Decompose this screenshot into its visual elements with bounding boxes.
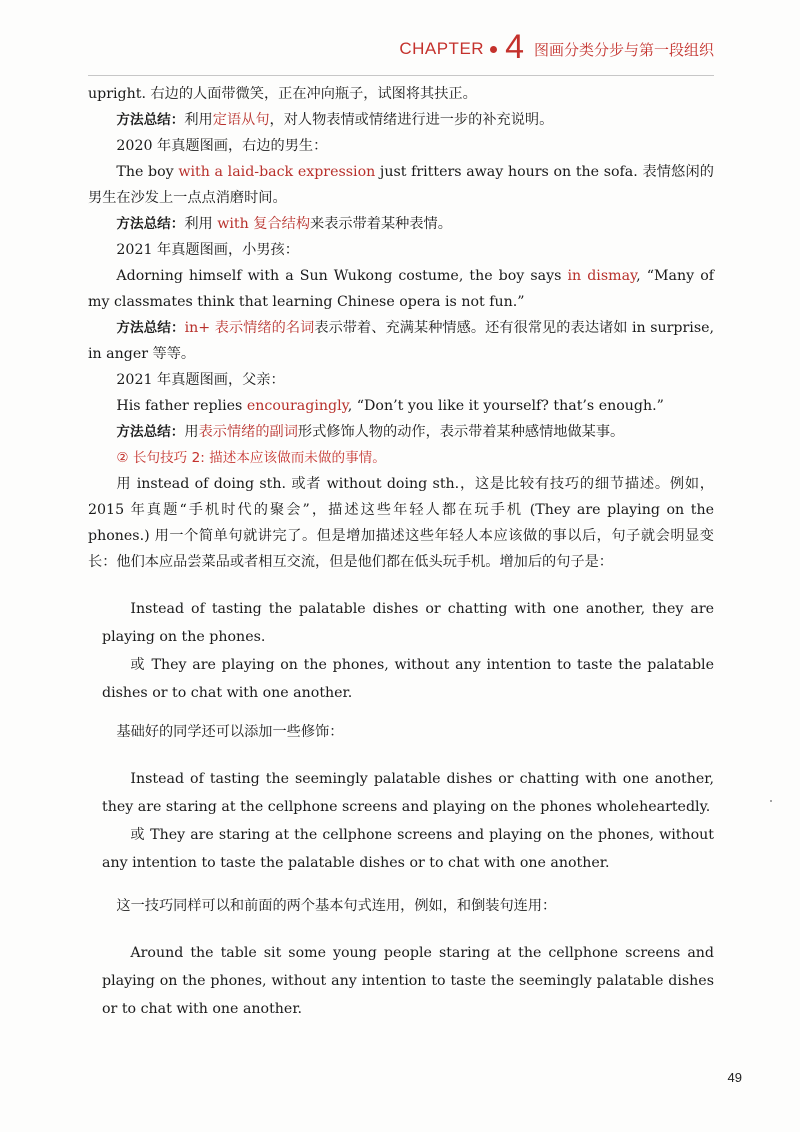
paragraph-text: Adorning himself with a Sun Wukong costume, the boy says [116, 268, 568, 284]
highlight-text: with a laid-back expression [178, 164, 376, 180]
exam-heading [88, 367, 714, 393]
example-sentence [88, 159, 714, 211]
highlight-text: in+ 表示情绪的名词 [184, 320, 315, 336]
summary-label: 方法总结： [116, 216, 185, 232]
method-summary [88, 315, 714, 367]
chapter-label: CHAPTER [399, 39, 485, 58]
paragraph-text: The boy [116, 164, 179, 180]
header-divider [88, 75, 714, 76]
example-quote [88, 939, 714, 1023]
paragraph-text: 2021 年真题图画，小男孩： [116, 242, 299, 258]
paragraph-text: 2020 年真题图画，右边的男生： [116, 138, 328, 154]
highlight-text: in dismay [567, 268, 637, 284]
paragraph-text: upright. 右边的人面带微笑，正在冲向瓶子，试图将其扶正。 [88, 86, 477, 102]
highlight-text: 表示情绪的副词 [198, 424, 298, 440]
example-quote [88, 595, 714, 651]
summary-label: 方法总结： [116, 320, 185, 336]
paragraph-text: 2021 年真题图画，父亲： [116, 372, 285, 388]
method-summary [88, 107, 714, 133]
bullet-dot-icon [490, 46, 497, 53]
section-heading [88, 445, 714, 471]
paragraph-text: 用 [184, 424, 199, 440]
paragraph-text: 来表示带着某种表情。 [310, 216, 452, 232]
quote-text: Instead of tasting the seemingly palatable dishes or chatting with one another, they are staring at the cellphone screens and playing on the phones wholeheartedly. [102, 771, 714, 815]
page-number: 49 [727, 1070, 742, 1085]
example-sentence [88, 263, 714, 315]
chapter-title: 图画分类分步与第一段组织 [533, 40, 714, 59]
exam-heading [88, 237, 714, 263]
example-quote [88, 651, 714, 707]
paragraph-text: , “Don’t you like it yourself? that’s enough.” [347, 398, 664, 414]
example-quote [88, 765, 714, 821]
highlight-text: with 复合结构 [217, 216, 311, 232]
paragraph [88, 719, 714, 745]
example-sentence [88, 393, 714, 419]
paragraph [88, 893, 714, 919]
summary-label: 方法总结： [116, 424, 185, 440]
section-title: ② 长句技巧 2: 描述本应该做而未做的事情。 [116, 450, 386, 466]
paragraph [88, 81, 714, 107]
paragraph-text: 形式修饰人物的动作，表示带着某种感情地做某事。 [297, 424, 625, 440]
page-body [88, 81, 714, 1023]
paragraph [88, 471, 714, 575]
paragraph-text: His father replies [116, 398, 247, 414]
exam-heading [88, 133, 714, 159]
example-quote [88, 821, 714, 877]
paragraph-text: 基础好的同学还可以添加一些修饰： [116, 724, 344, 740]
chapter-number: 4 [505, 28, 524, 66]
highlight-text: encouragingly [246, 398, 348, 414]
paragraph-text: , “Many of my classmates think that learning Chinese opera is not fun.” [88, 268, 714, 310]
quote-text: 或 They are playing on the phones, without any intention to taste the palatable dishes or to chat with one another. [102, 657, 714, 701]
paragraph-text: 这一技巧同样可以和前面的两个基本句式连用，例如，和倒装句连用： [116, 898, 557, 914]
quote-text: 或 They are staring at the cellphone screens and playing on the phones, without any intention to taste the palatable dishes or to chat with one another. [102, 827, 714, 871]
method-summary [88, 419, 714, 445]
paragraph-text: 表示带着、充满某种情感。还有很常见的表达诸如 in surprise, in anger 等等。 [88, 320, 715, 362]
paragraph-text: ，对人物表情或情绪进行进一步的补充说明。 [269, 112, 554, 128]
paragraph-text: 利用 [184, 112, 213, 128]
paragraph-text: just fritters away hours on the sofa. 表情悠闲的男生在沙发上一点点消磨时间。 [88, 164, 714, 206]
scan-speck [770, 800, 772, 802]
quote-text: Around the table sit some young people staring at the cellphone screens and playing on the phones, without any intention to taste the seemingly palatable dishes or to chat with one another. [102, 945, 714, 1017]
paragraph-text: 用 instead of doing sth. 或者 without doing sth.，这是比较有技巧的细节描述。例如，2015 年真题“手机时代的聚会”，描述这些年轻人都在玩手机 (They are playing on the phones.) 用一个简单句就讲完了。但是增加描述这些年轻人本应该做的事以后，句子就会明显变长：他们本应品尝菜品或者相互交流，但是他们都在低头玩手机。增加后的句子是： [88, 476, 714, 570]
paragraph-text: 利用 [184, 216, 218, 232]
highlight-text: 定语从句 [212, 112, 270, 128]
summary-label: 方法总结： [116, 112, 185, 128]
chapter-header [399, 28, 714, 66]
quote-text: Instead of tasting the palatable dishes or chatting with one another, they are playing on the phones. [102, 601, 714, 645]
method-summary [88, 211, 714, 237]
